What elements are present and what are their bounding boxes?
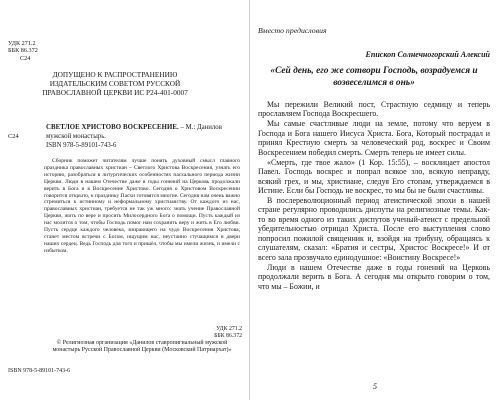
bib-imprint: – М.: Данилов мужской монастырь. — [46, 124, 222, 140]
udk-block-bottom — [186, 326, 242, 339]
paragraph: Мы самые счастливые люди на земле, потому что веруем в Господа и Бога нашего Иисуса Христа. Бога, Который пострадал и принял Крестную смерть за человеческий род, воскрес и Своим Воскресением победил смерть. Смерть теперь не имеет силы. — [258, 119, 490, 157]
author-name: Епископ Солнечногорский Алексий — [365, 50, 490, 59]
paragraph: Мы пережили Великий пост, Страстную седмицу и теперь прославляем Господа Воскресшего. — [258, 100, 490, 119]
paragraph: В послереволюционный период атеистической эпохи в нашей стране регулярно проводились диспуты на религиозные темы. Как-то во время одного из таких диспутов ученый-атеист с предельной убедительностью отрицал Христа. После его выступления слово попросил пожилой священник и, взойдя на трибуну, обращаясь к слушателям, сказал: «Братия и сестры, Христос Воскресе!» И от всего зала прозвучало единодушное: «Воистину Воскресе!» — [258, 196, 490, 262]
udk-code: УДК 271.2 — [8, 40, 36, 47]
article-headline: «Сей день, его же сотвори Господь, возрадуемся и возвеселимся в онь» — [270, 66, 478, 88]
copyright-notice: © Религиозная организация «Данилов ставропигиальный мужской монастырь Русской Православной Церкви (Московский Патриархат)» — [52, 340, 232, 354]
page-number: 5 — [373, 382, 377, 391]
bbk-code-bottom: ББК 86.372 — [214, 332, 242, 339]
bibliographic-record — [8, 124, 240, 151]
publishing-approval: ДОПУЩЕНО К РАСПРОСТРАНЕНИЮ ИЗДАТЕЛЬСКИМ СОВЕТОМ РУССКОЙ ПРАВОСЛАВНОЙ ЦЕРКВИ ИС Р24-401-0007 — [42, 70, 188, 97]
udk-block-top — [8, 40, 38, 62]
article-body — [258, 100, 490, 291]
author-mark: С24 — [20, 54, 31, 62]
annotation-text: Сборник поможет читателям лучше понять духовный смысл главного праздника православных христиан – Светлого Христова Воскресения, узнать его историю, разобраться в литургических особенностях пасхального периода жизни Церкви. Люди в нашем Отечестве даже в годы гонений на Церковь продолжали верить в Бога и в Воскресение Христово. Сегодня о Христовом Воскресении говорится открыто, к празднику Пасхи готовятся многие. Сегодня нам очень важно стремиться к истинному и неформальному христианству. От каждого из нас, православных христиан, требуется не так уж много: знать учение Православной Церкви, жить по вере и просить Милосердного Бога о помощи. Пусть каждый из нас молится о том, чтобы Господь помог нам сохранить веру и жить в Его любви. Пусть сердце каждого человека, взирающего на чудо Воскресения Христова, станет местом встречи с Богом, ищущим нас, неустанно стучащимся в двери наших сердец. Ведь Господь для того и пришёл, чтобы мы имели жизнь, и имели с избытком. — [44, 158, 240, 254]
isbn-bottom: ISBN 978-5-89101-743-6 — [8, 368, 71, 374]
bib-entry — [8, 124, 240, 141]
bib-isbn: ISBN 978-5-89101-743-6 — [46, 142, 117, 150]
paragraph: Люди в нашем Отечестве даже в годы гонений на Церковь продолжали верить в Бога. А сегодня мы открыто говорим о том, что мы – Божии, и — [258, 262, 490, 291]
bib-title: СВЕТЛОЕ ХРИСТОВО ВОСКРЕСЕНИЕ. — [46, 124, 179, 131]
udk-code-bottom: УДК 271.2 — [216, 326, 242, 332]
paragraph: «Смерть, где твое жало» (1 Кор. 15:55), – восклицает апостол Павел. Господь воскрес и попрал всякое зло, всякую неправду, всякий грех, и мы, христиане, следуя Его стопам, утверждаемся в Истине. Если бы Господь не воскрес, то мы бы не были счастливы. — [258, 157, 490, 196]
section-intro: Вместо предисловия — [258, 26, 327, 35]
bib-author-mark: С24 — [8, 133, 19, 140]
bbk-code: ББК 86.372 — [8, 47, 38, 55]
